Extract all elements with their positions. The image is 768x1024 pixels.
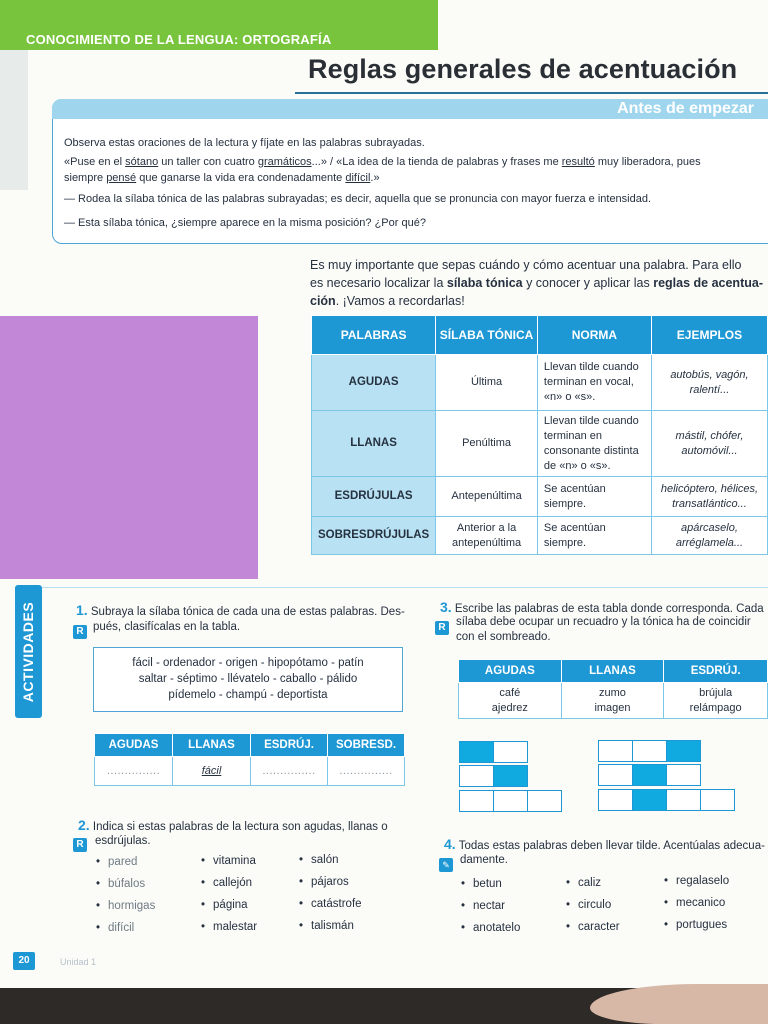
list-item: • búfalos [96, 873, 155, 895]
col-agudas: AGUDAS [459, 660, 562, 683]
row-tonica: Anterior a la antepenúltima [436, 517, 538, 555]
exercise-2-column-2 [201, 850, 257, 938]
exercise-2-prompt-cont: esdrújulas. [95, 835, 151, 847]
exercise-3-prompt-cont2: con el sombreado. [456, 631, 551, 643]
col-llanas: LLANAS [173, 734, 251, 757]
syllable-box[interactable] [666, 789, 701, 811]
syllable-box[interactable] [527, 790, 562, 812]
list-item: • regalaselo [664, 870, 729, 892]
syllable-box[interactable] [493, 741, 528, 763]
pencil-icon: ✎ [439, 858, 453, 872]
exercise-1-table [94, 733, 405, 786]
list-item: • caracter [566, 916, 620, 938]
row-ejemplos: autobús, vagón, ralentí... [651, 355, 767, 411]
list-item: • betun [461, 873, 520, 895]
row-tonica: Penúltima [436, 411, 538, 477]
row-ejemplos: mástil, chófer, automóvil... [651, 411, 767, 477]
side-strip [0, 50, 28, 190]
list-item: • difícil [96, 917, 155, 939]
list-item: • caliz [566, 872, 620, 894]
syllable-box[interactable] [493, 790, 528, 812]
table-row [312, 477, 768, 517]
review-badge: R [435, 621, 449, 635]
syllable-box[interactable] [632, 764, 667, 786]
page-title: Reglas generales de acentuación [308, 54, 738, 84]
exercise-4-column-1 [461, 873, 520, 939]
exercise-4-prompt: 4. Todas estas palabras deben llevar tilde. Acentúalas adecua- [444, 836, 765, 852]
syllable-box[interactable] [459, 741, 494, 763]
list-item: • callejón [201, 872, 257, 894]
row-tonica: Antepenúltima [436, 477, 538, 517]
rules-header-palabras: PALABRAS [312, 316, 436, 355]
intro-quote-line2: siempre pensé que ganarse la vida era condenadamente difícil.» [64, 172, 380, 184]
exercise-3-table [458, 659, 768, 719]
list-item: • anotatelo [461, 917, 520, 939]
table-row [312, 355, 768, 411]
col-sobresdrujulas: SOBRESD. [328, 734, 405, 757]
review-badge: R [73, 625, 87, 639]
list-item: • nectar [461, 895, 520, 917]
list-item: • página [201, 894, 257, 916]
sticky-note [0, 316, 258, 579]
answer-blank[interactable]: ............... [95, 757, 173, 786]
list-item: • salón [299, 849, 362, 871]
syllable-box[interactable] [598, 789, 633, 811]
syllable-box[interactable] [493, 765, 528, 787]
intro-box-title: Antes de empezar [617, 100, 754, 117]
activities-tab-label: ACTIVIDADES [20, 601, 37, 702]
exercise-4-column-2 [566, 872, 620, 938]
row-label: LLANAS [312, 411, 436, 477]
exercise-1-prompt-cont: pués, clasifícalas en la tabla. [93, 621, 241, 633]
row-norma: Llevan tilde cuando terminan en vocal, «n» o «s». [537, 355, 651, 411]
exercise-3-prompt: 3. Escribe las palabras de esta tabla donde corresponda. Cada [440, 599, 764, 615]
exercise-1-prompt: 1. Subraya la sílaba tónica de cada una de estas palabras. Des- [76, 602, 405, 618]
list-item: • pared [96, 851, 155, 873]
col-agudas: AGUDAS [95, 734, 173, 757]
list-item: • catástrofe [299, 893, 362, 915]
syllable-box[interactable] [632, 789, 667, 811]
intro-quote-line1: «Puse en el sótano un taller con cuatro gramáticos...» / «La idea de la tienda de palabras y frases me resultó muy liberadora, pues [64, 156, 701, 168]
exercise-4-column-3 [664, 870, 729, 936]
answer-blank[interactable]: ............... [328, 757, 405, 786]
list-item: • talismán [299, 915, 362, 937]
list-item: • malestar [201, 916, 257, 938]
row-norma: Se acentúan siempre. [537, 517, 651, 555]
syllable-box[interactable] [598, 764, 633, 786]
list-item: • circulo [566, 894, 620, 916]
col-esdrujulas: ESDRÚJ. [251, 734, 328, 757]
syllable-box[interactable] [459, 765, 494, 787]
syllable-box[interactable] [700, 789, 735, 811]
word-cell: café ajedrez [459, 683, 562, 719]
exercise-2-column-1 [96, 851, 155, 939]
table-row [312, 517, 768, 555]
example-answer: fácil [173, 757, 251, 786]
list-item: • portugues [664, 914, 729, 936]
row-tonica: Última [436, 355, 538, 411]
col-llanas: LLANAS [561, 660, 664, 683]
section-label: CONOCIMIENTO DE LA LENGUA: ORTOGRAFÍA [26, 32, 332, 47]
row-ejemplos: helicóptero, hélices, transatlántico... [651, 477, 767, 517]
rules-header-tonica: SÍLABA TÓNICA [436, 316, 538, 355]
row-label: SOBRESDRÚJULAS [312, 517, 436, 555]
syllable-box[interactable] [598, 740, 633, 762]
rules-header-norma: NORMA [537, 316, 651, 355]
row-ejemplos: apárcaselo, arréglamela... [651, 517, 767, 555]
list-item: • hormigas [96, 895, 155, 917]
row-norma: Llevan tilde cuando terminan en consonante distinta de «n» o «s». [537, 411, 651, 477]
review-badge: R [73, 838, 87, 852]
answer-blank[interactable]: ............... [251, 757, 328, 786]
list-item: • mecanico [664, 892, 729, 914]
exercise-2-column-3 [299, 849, 362, 937]
explanation-paragraph: Es muy importante que sepas cuándo y cómo acentuar una palabra. Para ello es necesario localizar la sílaba tónica y conocer y aplicar las reglas de acentua- ción. ¡Vamos a recordarlas! [310, 258, 763, 308]
row-norma: Se acentúan siempre. [537, 477, 651, 517]
unit-label: Unidad 1 [60, 957, 97, 967]
table-row [312, 411, 768, 477]
exercise-2-prompt: 2. Indica si estas palabras de la lectura son agudas, llanas o [78, 817, 388, 833]
exercise-1-word-box: fácil - ordenador - origen - hipopótamo - patín saltar - séptimo - llévatelo - caballo - pálido pídemelo - champú - deportista [93, 647, 403, 712]
page-number: 20 [13, 952, 35, 970]
syllable-box[interactable] [632, 740, 667, 762]
exercise-3-prompt-cont: sílaba debe ocupar un recuadro y la tónica ha de coincidir [456, 616, 751, 628]
list-item: • vitamina [201, 850, 257, 872]
activities-rule [42, 587, 768, 588]
accent-rules-table [311, 315, 768, 555]
syllable-box[interactable] [666, 764, 701, 786]
row-label: AGUDAS [312, 355, 436, 411]
syllable-box[interactable] [666, 740, 701, 762]
word-cell: zumo imagen [561, 683, 664, 719]
exercise-4-prompt-cont: damente. [460, 854, 508, 866]
syllable-box[interactable] [459, 790, 494, 812]
word-cell: brújula relámpago [664, 683, 768, 719]
intro-box-header [52, 99, 768, 119]
title-rule [295, 92, 768, 94]
intro-question-2: — Esta sílaba tónica, ¿siempre aparece en la misma posición? ¿Por qué? [64, 217, 426, 229]
row-label: ESDRÚJULAS [312, 477, 436, 517]
rules-header-ejemplos: EJEMPLOS [651, 316, 767, 355]
intro-instruction: Observa estas oraciones de la lectura y fíjate en las palabras subrayadas. [64, 137, 425, 149]
intro-question-1: — Rodea la sílaba tónica de las palabras subrayadas; es decir, aquella que se pronuncia con mayor fuerza e intensidad. [64, 193, 652, 205]
col-esdrujulas: ESDRÚJ. [664, 660, 768, 683]
list-item: • pájaros [299, 871, 362, 893]
